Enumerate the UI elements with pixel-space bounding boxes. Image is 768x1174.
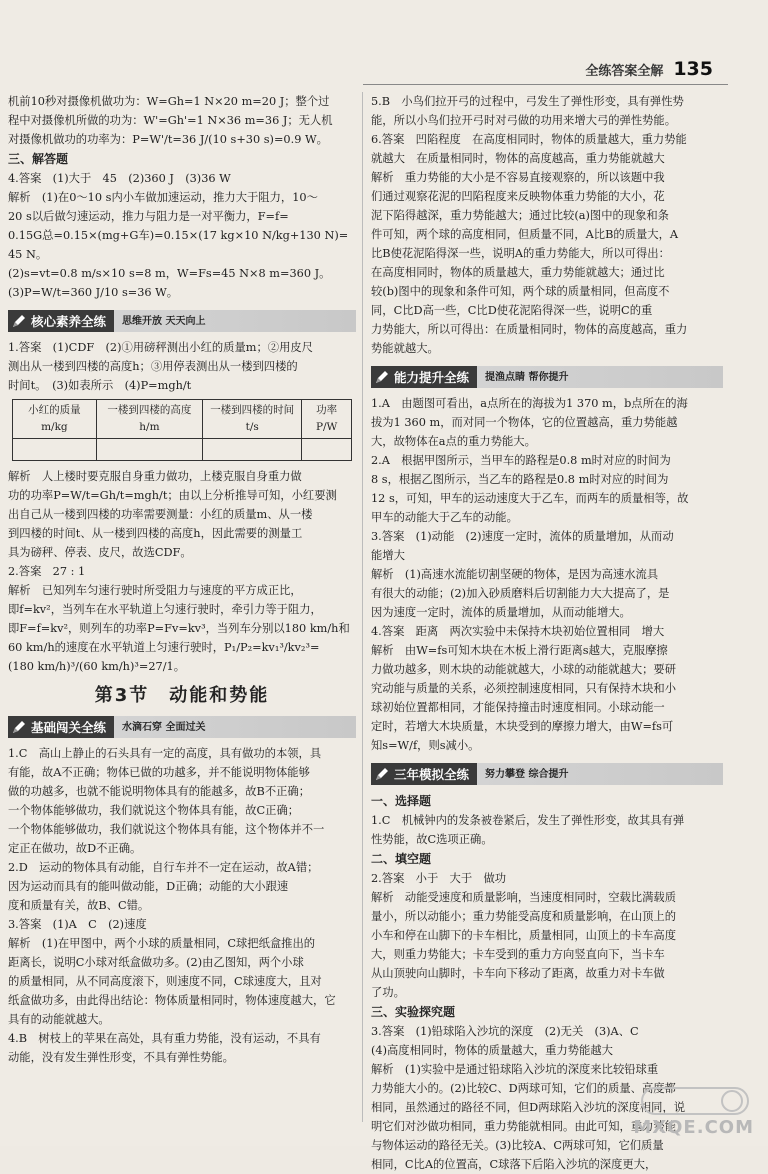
text-line: 4.B 树枝上的苹果在高处，具有重力势能，没有运动，不具有 bbox=[8, 1032, 321, 1045]
text-line: 与物体运动的路径无关。(3)比较A、C两球可知，它们质量 bbox=[371, 1139, 664, 1152]
text-line: 知s=W/f，则s减小。 bbox=[371, 739, 480, 752]
text-line: 相同，虽然通过的路径不同，但D两球陷入沙坑的深度相同，说 bbox=[371, 1101, 686, 1114]
table-cell bbox=[96, 439, 202, 461]
text-line: 3.答案 (1)动能 (2)速度一定时，流体的质量增加，从而动 bbox=[371, 530, 674, 543]
text-line: 出自己从一楼到四楼的功率需要测量：小红的质量m、从一楼 bbox=[8, 508, 313, 521]
table-header: 功率P/W bbox=[302, 400, 352, 439]
text-line: 比B使花泥陷得深一些，说明A的重力势能大，所以可得出： bbox=[371, 247, 670, 260]
basic-answers bbox=[8, 744, 356, 1067]
text-line: 即f=kv²，当列车在水平轨道上匀速行驶时，牵引力等于阻力， bbox=[8, 603, 322, 616]
text-line: 对摄像机做功的功率为：P=W'/t=36 J/(10 s+30 s)=0.9 W。 bbox=[8, 133, 328, 146]
text-line: 有很大的动能；(2)加入砂质磨料后切割能力大大提高了，是 bbox=[371, 587, 670, 600]
text-line: 相同，C比A的位置高，C球落下后陷入沙坑的深度更大， bbox=[371, 1158, 657, 1171]
text-line: 定正在做功，故D不正确。 bbox=[8, 842, 142, 855]
text-line: 力做功越多，则木块的动能就越大，小球的动能就越大；要研 bbox=[371, 663, 677, 676]
text-line: (180 km/h)³/(60 km/h)³=27/1。 bbox=[8, 660, 186, 673]
text-line: 解析 重力势能的大小是不容易直接观察的，所以该题中我 bbox=[371, 171, 665, 184]
banner-slogan: 提渔点睛 帮你提升 bbox=[485, 371, 569, 383]
text-line: 球初始位置都相同，才能保持撞击时速度相同。小球动能一 bbox=[371, 701, 665, 714]
text-line: 力势能大，所以可得出：在质量相同时，物体的高度越高，重力 bbox=[371, 323, 688, 336]
text-line: 了功。 bbox=[371, 986, 405, 999]
question-4 bbox=[8, 169, 356, 302]
banner-basic bbox=[8, 716, 356, 738]
text-line: 大，则重力势能大；卡车受到的重力方向竖直向下，当卡车 bbox=[371, 948, 665, 961]
text-line: 大，故物体在a点的重力势能大。 bbox=[371, 435, 536, 448]
text-line: 因为速度一定时，流体的质量增加，从而动能增大。 bbox=[371, 606, 631, 619]
banner-slogan: 努力攀登 综合提升 bbox=[485, 768, 569, 780]
text-line: 就越大 在质量相同时，物体的高度越高，重力势能就越大 bbox=[371, 152, 665, 165]
text-line: 解析 (1)在甲图中，两个小球的质量相同，C球把纸盒推出的 bbox=[8, 937, 316, 950]
text-line: 在高度相同时，物体的质量越大，重力势能就越大；通过比 bbox=[371, 266, 665, 279]
text-line: 究动能与质量的关系，必须控制速度相同，只有保持木块和小 bbox=[371, 682, 677, 695]
text-line: 一个物体能够做功，我们就说这个物体具有能，这个物体并不一 bbox=[8, 823, 325, 836]
text-line: 4.答案 距离 两次实验中未保持木块初始位置相同 增大 bbox=[371, 625, 665, 638]
text-line: 测出从一楼到四楼的高度h；③用停表测出从一楼到四楼的 bbox=[8, 360, 298, 373]
banner-ability bbox=[371, 366, 723, 388]
text-line: 时间t。 (3)如表所示 (4)P=mgh/t bbox=[8, 379, 192, 392]
banner-title: 三年模拟全练 bbox=[394, 766, 470, 782]
text-line: 8 s，根据乙图所示，当乙车的路程是0.8 m时对应的时间为 bbox=[371, 473, 669, 486]
text-line: 解析 已知列车匀速行驶时所受阻力与速度的平方成正比， bbox=[8, 584, 302, 597]
text-line: 1.C 机械钟内的发条被卷紧后，发生了弹性形变，故其具有弹 bbox=[371, 814, 685, 827]
banner-core bbox=[8, 310, 356, 332]
text-line: 势能就越大。 bbox=[371, 342, 439, 355]
text-line: 解析 (1)在0～10 s内小车做加速运动，推力大于阻力，10～ bbox=[8, 191, 318, 204]
text-line: (4)高度相同时，物体的质量越大，重力势能越大 bbox=[371, 1044, 613, 1057]
text-line: 定时，若增大木块质量，木块受到的摩擦力增大，由W=fs可 bbox=[371, 720, 674, 733]
text-line: 1.C 高山上静止的石头具有一定的高度，具有做功的本领，具 bbox=[8, 747, 322, 760]
text-line: 3.答案 (1)铅球陷入沙坑的深度 (2)无关 (3)A、C bbox=[371, 1025, 639, 1038]
watermark-text: MXQE.COM bbox=[633, 1117, 754, 1138]
text-line: 拔为1 360 m，而对同一个物体，它的位置越高，重力势能越 bbox=[371, 416, 678, 429]
text-line: 即F=f=kv²，则列车的功率P=Fv=kv³，当列车分别以180 km/h和 bbox=[8, 622, 350, 635]
text-line: 2.A 根据甲图所示，当甲车的路程是0.8 m时对应的时间为 bbox=[371, 454, 671, 467]
text-line: 1.答案 (1)CDF (2)①用磅秤测出小红的质量m；②用皮尺 bbox=[8, 341, 313, 354]
right-column bbox=[371, 92, 723, 1174]
banner-title: 基础闯关全练 bbox=[31, 719, 107, 735]
text-line: 45 N。 bbox=[8, 248, 48, 261]
text-line: 量小，所以动能小；重力势能受高度和质量影响，在山顶上的 bbox=[371, 910, 677, 923]
text-line: 纸盒做功多，由此得出结论：物体质量相同时，物体速度越大，它 bbox=[8, 994, 336, 1007]
text-line: 做的功越多，也就不能说明物体具有的能越多，故B不正确； bbox=[8, 785, 311, 798]
pencil-icon bbox=[12, 720, 26, 734]
core-question-1-analysis bbox=[8, 467, 356, 562]
column-divider bbox=[362, 92, 363, 1122]
text-line: 的质量相同，从不同高度滚下，则速度不同，C球速度大，且对 bbox=[8, 975, 322, 988]
text-line: 能，所以小鸟们拉开弓时对弓做的功用来增大弓的弹性势能。 bbox=[371, 114, 677, 127]
watermark-logo-icon bbox=[640, 1084, 750, 1116]
text-line: 解析 动能受速度和质量影响，当速度相同时，空载比满载质 bbox=[371, 891, 677, 904]
page-header bbox=[585, 58, 713, 80]
text-line: 们通过观察花泥的凹陷程度来反映物体重力势能的大小，花 bbox=[371, 190, 665, 203]
left-column bbox=[8, 92, 356, 1067]
text-line: 同，C比D高一些，C比D使花泥陷得深一些，说明C的重 bbox=[371, 304, 653, 317]
top-answers bbox=[371, 92, 723, 358]
text-line: (2)s=vt=0.8 m/s×10 s=8 m，W=Fs=45 N×8 m=360 J。 bbox=[8, 267, 331, 280]
text-line: 明它们对沙做功相同，重力势能就相同。由此可知，重力势能 bbox=[371, 1120, 677, 1133]
text-line: 小车和停在山脚下的卡车相比，质量相同，山顶上的卡车高度 bbox=[371, 929, 677, 942]
text-line: 从山顶驶向山脚时，卡车向下移动了距离，故重力对卡车做 bbox=[371, 967, 665, 980]
text-line: 能增大 bbox=[371, 549, 405, 562]
text-line: 2.答案 27 : 1 bbox=[8, 565, 86, 578]
text-line: 0.15G总=0.15×(mg+G车)=0.15×(17 kg×10 N/kg+130 N)= bbox=[8, 229, 349, 242]
core-question-1 bbox=[8, 338, 356, 395]
text-line: 5.B 小鸟们拉开弓的过程中，弓发生了弹性形变，具有弹性势 bbox=[371, 95, 684, 108]
text-line: (3)P=W/t=360 J/10 s=36 W。 bbox=[8, 286, 179, 299]
header-title: 全练答案全解 bbox=[585, 63, 664, 79]
text-line: 一个物体能够做功，我们就说这个物体具有能，故C正确； bbox=[8, 804, 300, 817]
table-cell bbox=[203, 439, 302, 461]
banner-title: 核心素养全练 bbox=[31, 313, 107, 329]
section-heading: 三、解答题 bbox=[8, 152, 69, 166]
text-line: 3.答案 (1)A C (2)速度 bbox=[8, 918, 147, 931]
section-heading: 三、实验探究题 bbox=[371, 1005, 456, 1019]
text-line: 甲车的动能大于乙车的动能。 bbox=[371, 511, 518, 524]
text-line: 因为运动而具有的能叫做动能，D正确；动能的大小跟速 bbox=[8, 880, 289, 893]
text-line: 60 km/h的速度在水平轨道上匀速行驶时，P₁/P₂=kv₁³/kv₂³= bbox=[8, 641, 320, 654]
text-line: 20 s以后做匀速运动，推力与阻力是一对平衡力，F=f= bbox=[8, 210, 289, 223]
section-heading: 二、填空题 bbox=[371, 852, 432, 866]
text-line: 度和质量有关，故B、C错。 bbox=[8, 899, 150, 912]
banner-title: 能力提升全练 bbox=[394, 369, 470, 385]
page-number: 135 bbox=[673, 58, 713, 80]
table-header: 一楼到四楼的时间t/s bbox=[203, 400, 302, 439]
measurement-table bbox=[12, 399, 352, 461]
pencil-icon bbox=[12, 314, 26, 328]
text-line: 件可知，两个球的高度相同，但质量不同，A比B的质量大，A bbox=[371, 228, 679, 241]
text-line: 较(b)图中的现象和条件可知，两个球的质量相同，但高度不 bbox=[371, 285, 670, 298]
text-line: 到四楼的时间t、从一楼到四楼的高度h，因此需要的测量工 bbox=[8, 527, 303, 540]
text-line: 泥下陷得越深，重力势能越大；通过比较(a)图中的现象和条 bbox=[371, 209, 669, 222]
text-line: 具为磅秤、停表、皮尺，故选CDF。 bbox=[8, 546, 192, 559]
text-line: 性势能，故C选项正确。 bbox=[371, 833, 493, 846]
section-heading: 一、选择题 bbox=[371, 794, 432, 808]
text-line: 有能，故A不正确；物体已做的功越多，并不能说明物体能够 bbox=[8, 766, 310, 779]
text-line: 12 s，可知，甲车的运动速度大于乙车，而两车的质量相等，故 bbox=[371, 492, 689, 505]
text-line: 动能，没有发生弹性形变，不具有弹性势能。 bbox=[8, 1051, 234, 1064]
text-line: 4.答案 (1)大于 45 (2)360 J (3)36 W bbox=[8, 172, 231, 185]
table-header: 一楼到四楼的高度h/m bbox=[96, 400, 202, 439]
intro-text bbox=[8, 92, 356, 149]
text-line: 2.D 运动的物体具有动能，自行车并不一定在运动，故A错； bbox=[8, 861, 319, 874]
core-question-2 bbox=[8, 562, 356, 676]
text-line: 1.A 由题图可看出，a点所在的海拔为1 370 m，b点所在的海 bbox=[371, 397, 688, 410]
text-line: 距离长，说明C小球对纸盒做功多。(2)由乙图知，两个小球 bbox=[8, 956, 304, 969]
text-line: 解析 (1)实验中是通过铅球陷入沙坑的深度来比较铅球重 bbox=[371, 1063, 659, 1076]
banner-mock bbox=[371, 763, 723, 785]
text-line: 解析 (1)高速水流能切割坚硬的物体，是因为高速水流具 bbox=[371, 568, 659, 581]
text-line: 6.答案 凹陷程度 在高度相同时，物体的质量越大，重力势能 bbox=[371, 133, 687, 146]
text-line: 2.答案 小于 大于 做功 bbox=[371, 872, 507, 885]
text-line: 解析 人上楼时要克服自身重力做功，上楼克服自身重力做 bbox=[8, 470, 302, 483]
banner-slogan: 思维开放 天天向上 bbox=[122, 315, 206, 327]
banner-slogan: 水滴石穿 全面过关 bbox=[122, 721, 206, 733]
table-cell bbox=[302, 439, 352, 461]
text-line: 力势能大小的。(2)比较C、D两球可知，它们的质量、高度都 bbox=[371, 1082, 676, 1095]
ability-answers bbox=[371, 394, 723, 755]
table-cell bbox=[13, 439, 97, 461]
text-line: 解析 由W=fs可知木块在木板上滑行距离s越大，克服摩擦 bbox=[371, 644, 668, 657]
table-header: 小红的质量m/kg bbox=[13, 400, 97, 439]
section-title: 第3节 动能和势能 bbox=[94, 685, 270, 706]
pencil-icon bbox=[375, 767, 389, 781]
text-line: 具有的动能就越大。 bbox=[8, 1013, 110, 1026]
header-rule bbox=[363, 84, 728, 85]
pencil-icon bbox=[375, 370, 389, 384]
text-line: 机前10秒对摄像机做功为：W=Gh=1 N×20 m=20 J；整个过 bbox=[8, 95, 330, 108]
text-line: 程中对摄像机所做的功为：W'=Gh'=1 N×36 m=36 J；无人机 bbox=[8, 114, 333, 127]
text-line: 功的功率P=W/t=Gh/t=mgh/t；由以上分析推导可知，小红要测 bbox=[8, 489, 337, 502]
